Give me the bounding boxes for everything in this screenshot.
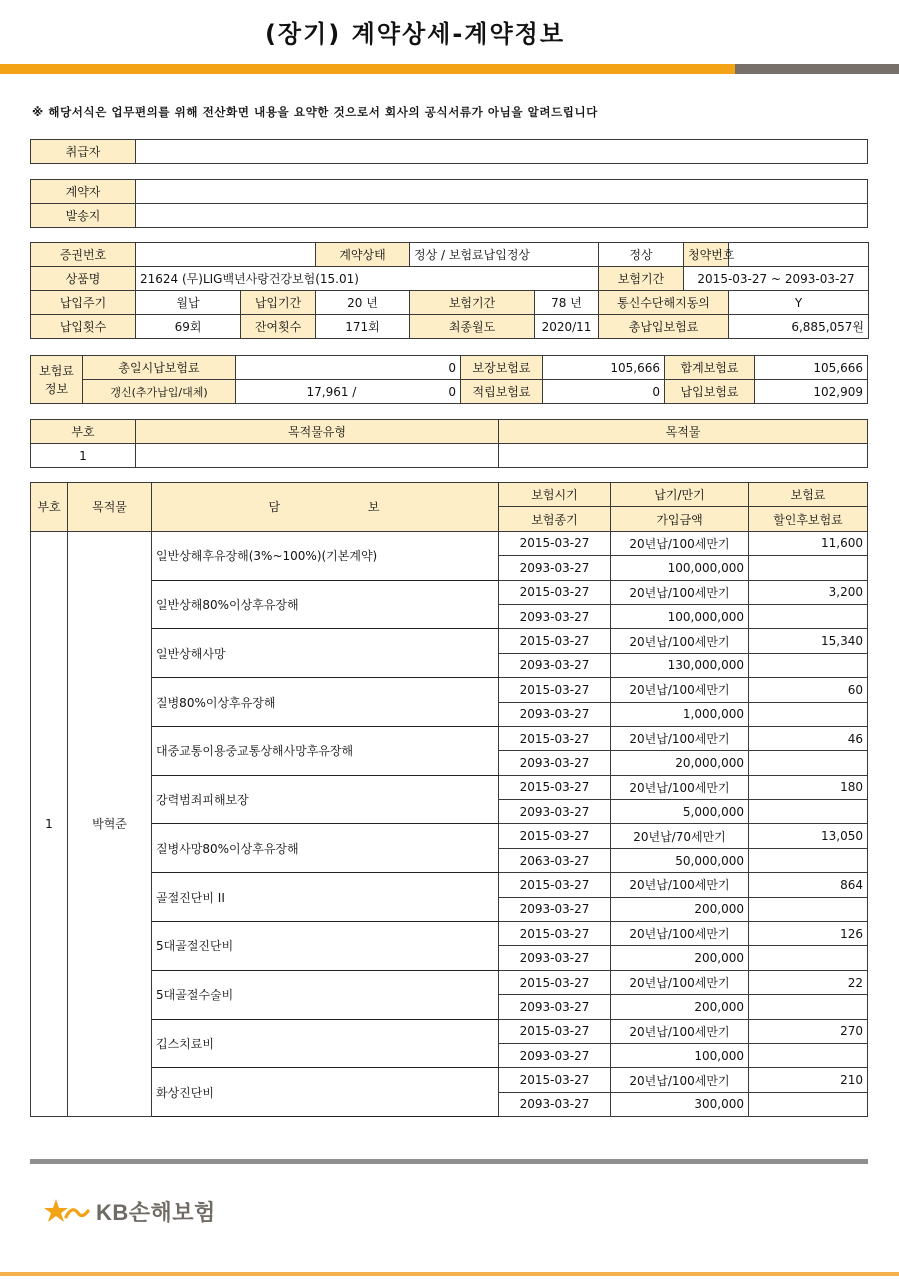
coverage-discount-premium (749, 604, 868, 628)
period-value: 2015-03-27 ~ 2093-03-27 (684, 267, 869, 291)
coverage-name: 일반상해80%이상후유장해 (152, 580, 499, 629)
coverage-start: 2015-03-27 (499, 775, 611, 799)
header-gray-bar (735, 64, 899, 74)
coverage-amount: 100,000 (611, 1043, 749, 1067)
ins-term-value: 78 년 (535, 291, 599, 315)
coverage-name: 일반상해후유장해(3%~100%)(기본계약) (152, 531, 499, 580)
paid-premium-value: 102,909 (755, 380, 868, 404)
coverage-end: 2063-03-27 (499, 848, 611, 872)
coverage-start: 2015-03-27 (499, 629, 611, 653)
lump-premium-value: 0 (236, 356, 461, 380)
coverage-name: 강력범죄피해보장 (152, 775, 499, 824)
status-value: 정상 / 보험료납입정상 (410, 243, 599, 267)
company-name: KB손해보험 (96, 1200, 216, 1225)
consent-label: 통신수단해지동의 (599, 291, 729, 315)
coverage-premium: 15,340 (749, 629, 868, 653)
coverage-term: 20년납/100세만기 (611, 678, 749, 702)
coverage-premium: 11,600 (749, 531, 868, 555)
coverage-end: 2093-03-27 (499, 800, 611, 824)
coverage-discount-premium (749, 1043, 868, 1067)
status-label: 계약상태 (316, 243, 410, 267)
coverage-term: 20년납/100세만기 (611, 922, 749, 946)
table-row (31, 873, 868, 897)
sum-premium-value: 105,666 (755, 356, 868, 380)
coverage-end: 2093-03-27 (499, 995, 611, 1019)
status-short: 정상 (599, 243, 684, 267)
coverage-premium: 22 (749, 970, 868, 994)
beneficiary-no-header: 부호 (31, 420, 136, 444)
table-row (31, 726, 868, 750)
pay-cycle-value: 월납 (136, 291, 241, 315)
coverage-start: 2015-03-27 (499, 1068, 611, 1092)
total-paid-label: 총납입보험료 (599, 315, 729, 339)
coverage-name: 골절진단비 II (152, 873, 499, 922)
coverage-start: 2015-03-27 (499, 531, 611, 555)
table-row (31, 444, 868, 468)
table-row (31, 775, 868, 799)
handler-label: 취급자 (31, 140, 136, 164)
coverage-discount-premium (749, 848, 868, 872)
accum-premium-label: 적립보험료 (461, 380, 543, 404)
disclaimer-notice: ※ 해당서식은 업무편의를 위해 전산화면 내용을 요약한 것으로서 회사의 공식서류가 아님을 알려드립니다 (32, 105, 598, 119)
footer-divider (30, 1159, 868, 1164)
beneficiary-table (30, 419, 868, 468)
cert-no-label: 증권번호 (31, 243, 136, 267)
beneficiary-no: 1 (31, 444, 136, 468)
remain-count-label: 잔여횟수 (241, 315, 316, 339)
kb-star-icon (46, 1197, 90, 1227)
table-row (31, 531, 868, 555)
lump-premium-label: 총일시납보험료 (83, 356, 236, 380)
application-no-value (729, 243, 869, 267)
table-row (31, 678, 868, 702)
coverage-amount: 200,000 (611, 946, 749, 970)
coverage-group-no: 1 (31, 531, 68, 1116)
coverage-group-object: 박혁준 (68, 531, 152, 1116)
coverage-start: 2015-03-27 (499, 580, 611, 604)
coverage-amount: 200,000 (611, 995, 749, 1019)
paid-count-label: 납입횟수 (31, 315, 136, 339)
coverage-premium: 864 (749, 873, 868, 897)
coverage-term: 20년납/100세만기 (611, 873, 749, 897)
table-row (31, 580, 868, 604)
product-value: 21624 (무)LIG백년사랑건강보험(15.01) (136, 267, 599, 291)
contractor-value (136, 180, 868, 204)
coverage-discount-premium (749, 800, 868, 824)
coverage-start: 2015-03-27 (499, 873, 611, 897)
pay-term-value: 20 년 (316, 291, 410, 315)
coverage-premium: 13,050 (749, 824, 868, 848)
coverage-amount: 1,000,000 (611, 702, 749, 726)
coverage-premium: 270 (749, 1019, 868, 1043)
renew-label: 갱신(추가납입/대체) (83, 380, 236, 404)
beneficiary-type-header: 목적물유형 (136, 420, 499, 444)
table-row (31, 922, 868, 946)
coverage-end: 2093-03-27 (499, 946, 611, 970)
premium-section-label-line1: 보험료 (39, 363, 74, 378)
coverage-amount: 100,000,000 (611, 604, 749, 628)
coverage-amount: 100,000,000 (611, 556, 749, 580)
coverage-term: 20년납/100세만기 (611, 580, 749, 604)
coverage-start: 2015-03-27 (499, 970, 611, 994)
coverage-term: 20년납/100세만기 (611, 726, 749, 750)
coverage-term: 20년납/100세만기 (611, 629, 749, 653)
coverage-amount: 200,000 (611, 897, 749, 921)
coverage-premium: 60 (749, 678, 868, 702)
header-accent-bar (0, 64, 735, 74)
coverage-end: 2093-03-27 (499, 1092, 611, 1116)
coverage-name: 대중교통이용중교통상해사망후유장해 (152, 726, 499, 775)
premium-section-label (31, 356, 83, 404)
coverage-name: 깁스치료비 (152, 1019, 499, 1068)
pay-term-label: 납입기간 (241, 291, 316, 315)
product-label: 상품명 (31, 267, 136, 291)
premium-info-table (30, 355, 868, 404)
contractor-table (30, 179, 868, 228)
coverage-amount: 130,000,000 (611, 653, 749, 677)
table-row (31, 970, 868, 994)
coverage-detail-table (30, 482, 868, 1117)
coverage-amount: 300,000 (611, 1092, 749, 1116)
coverage-premium: 46 (749, 726, 868, 750)
company-logo (46, 1196, 216, 1227)
coverage-amount: 20,000,000 (611, 751, 749, 775)
coverage-discount-header: 할인후보험료 (749, 507, 868, 531)
coverage-term: 20년납/100세만기 (611, 531, 749, 555)
policy-info-table (30, 242, 869, 339)
coverage-discount-premium (749, 1092, 868, 1116)
coverage-end: 2093-03-27 (499, 1043, 611, 1067)
coverage-end: 2093-03-27 (499, 604, 611, 628)
coverage-name: 일반상해사망 (152, 629, 499, 678)
ins-term-label: 보험기간 (410, 291, 535, 315)
accum-premium-value: 0 (543, 380, 665, 404)
period-label: 보험기간 (599, 267, 684, 291)
coverage-start: 2015-03-27 (499, 922, 611, 946)
send-address-value (136, 204, 868, 228)
handler-table (30, 139, 868, 164)
coverage-premium: 126 (749, 922, 868, 946)
remain-count-value: 171회 (316, 315, 410, 339)
table-row (31, 824, 868, 848)
coverage-discount-premium (749, 995, 868, 1019)
coverage-amount-header: 가입금액 (611, 507, 749, 531)
footer-accent-bar (0, 1272, 899, 1276)
paid-count-value: 69회 (136, 315, 241, 339)
cert-no-value (136, 243, 316, 267)
coverage-premium-header: 보험료 (749, 483, 868, 507)
table-row (31, 1068, 868, 1092)
beneficiary-object-header: 목적물 (499, 420, 868, 444)
coverage-discount-premium (749, 751, 868, 775)
coverage-start: 2015-03-27 (499, 824, 611, 848)
coverage-object-header: 목적물 (68, 483, 152, 532)
coverage-discount-premium (749, 556, 868, 580)
handler-value (136, 140, 868, 164)
coverage-name: 화상진단비 (152, 1068, 499, 1117)
coverage-discount-premium (749, 702, 868, 726)
application-no-label: 청약번호 (684, 243, 729, 267)
coverage-end-header: 보험종기 (499, 507, 611, 531)
coverage-end: 2093-03-27 (499, 653, 611, 677)
coverage-name: 질병사망80%이상후유장해 (152, 824, 499, 873)
coverage-end: 2093-03-27 (499, 751, 611, 775)
coverage-premium-label: 보장보험료 (461, 356, 543, 380)
coverage-premium: 180 (749, 775, 868, 799)
coverage-amount: 5,000,000 (611, 800, 749, 824)
coverage-end: 2093-03-27 (499, 702, 611, 726)
coverage-amount: 50,000,000 (611, 848, 749, 872)
coverage-name-header: 담 보 (152, 483, 499, 532)
last-month-value: 2020/11 (535, 315, 599, 339)
coverage-discount-premium (749, 653, 868, 677)
consent-value: Y (729, 291, 869, 315)
coverage-start: 2015-03-27 (499, 726, 611, 750)
paid-premium-label: 납입보험료 (665, 380, 755, 404)
coverage-name: 5대골절수술비 (152, 970, 499, 1019)
coverage-discount-premium (749, 946, 868, 970)
coverage-end: 2093-03-27 (499, 897, 611, 921)
coverage-term: 20년납/100세만기 (611, 1019, 749, 1043)
coverage-term: 20년납/70세만기 (611, 824, 749, 848)
coverage-name: 5대골절진단비 (152, 922, 499, 971)
coverage-rows (31, 531, 868, 1116)
coverage-term: 20년납/100세만기 (611, 970, 749, 994)
coverage-end: 2093-03-27 (499, 556, 611, 580)
renew-value-2: 0 (448, 384, 456, 399)
coverage-start-header: 보험시기 (499, 483, 611, 507)
table-row (31, 629, 868, 653)
last-month-label: 최종월도 (410, 315, 535, 339)
coverage-premium: 210 (749, 1068, 868, 1092)
beneficiary-type (136, 444, 499, 468)
coverage-premium-value: 105,666 (543, 356, 665, 380)
contractor-label: 계약자 (31, 180, 136, 204)
pay-cycle-label: 납입주기 (31, 291, 136, 315)
send-address-label: 발송지 (31, 204, 136, 228)
coverage-discount-premium (749, 897, 868, 921)
renew-value (236, 380, 461, 404)
total-paid-value: 6,885,057원 (729, 315, 869, 339)
coverage-start: 2015-03-27 (499, 678, 611, 702)
coverage-name: 질병80%이상후유장해 (152, 678, 499, 727)
premium-section-label-line2: 정보 (44, 381, 69, 396)
coverage-no-header: 부호 (31, 483, 68, 532)
table-row (31, 1019, 868, 1043)
coverage-premium: 3,200 (749, 580, 868, 604)
sum-premium-label: 합계보험료 (665, 356, 755, 380)
renew-value-1: 17,961 / (306, 384, 357, 399)
coverage-term-header: 납기/만기 (611, 483, 749, 507)
coverage-term: 20년납/100세만기 (611, 1068, 749, 1092)
coverage-term: 20년납/100세만기 (611, 775, 749, 799)
coverage-start: 2015-03-27 (499, 1019, 611, 1043)
page-title: (장기) 계약상세-계약정보 (264, 20, 566, 48)
beneficiary-object (499, 444, 868, 468)
